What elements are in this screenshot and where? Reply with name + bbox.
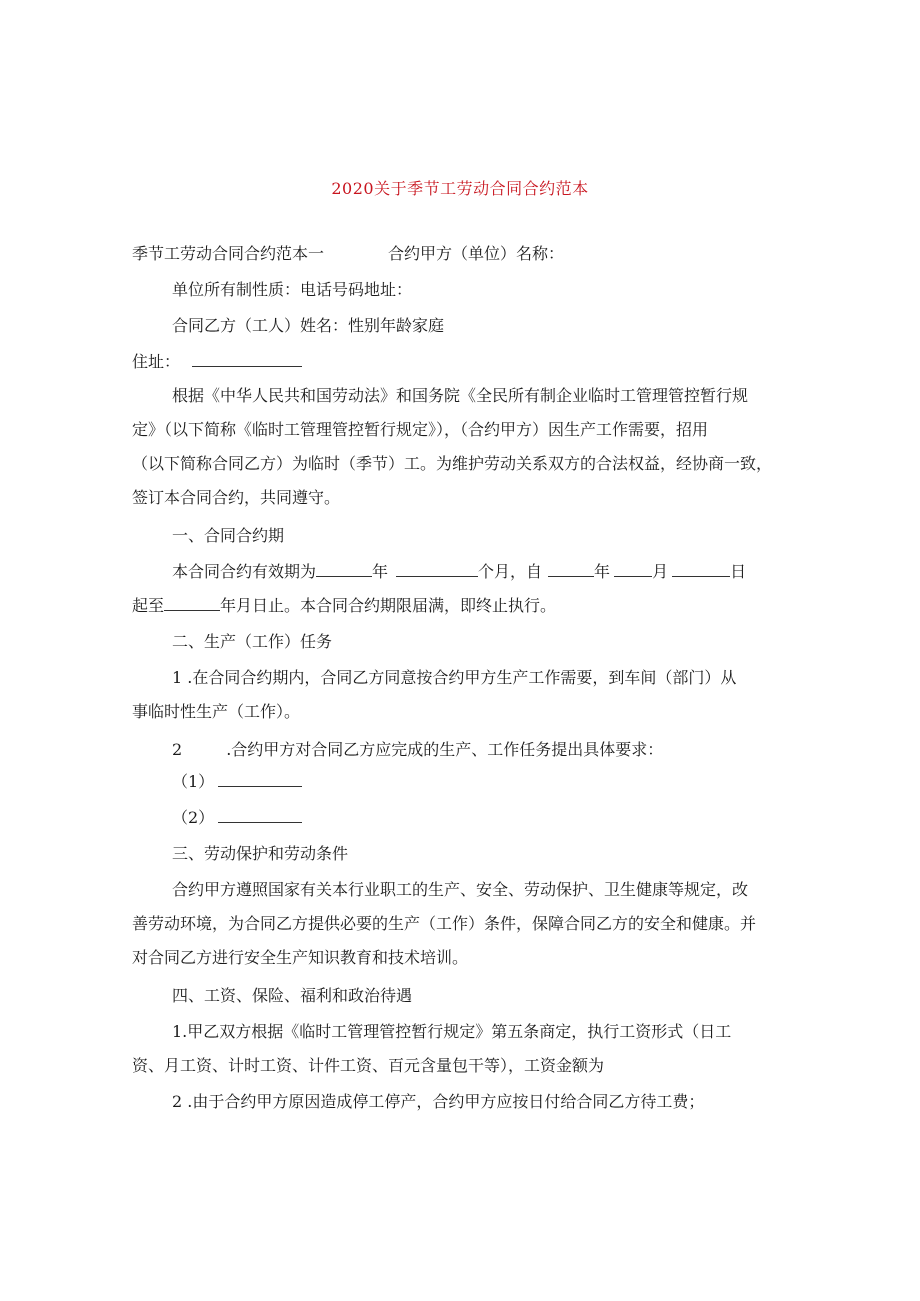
section3-heading: 三、劳动保护和劳动条件 [172, 844, 349, 863]
document-title: 2020关于季节工劳动合同合约范本 [331, 179, 589, 198]
start-year-blank [548, 562, 594, 577]
section2-heading: 二、生产（工作）任务 [172, 632, 333, 651]
preamble-line-3: （以下简称合同乙方）为临时（季节）工。为维护劳动关系双方的合法权益，经协商一致， [132, 454, 773, 473]
start-year-word: 年 [594, 562, 611, 581]
sub2-blank [218, 808, 302, 823]
section4-item2: 2 .由于合约甲方原因造成停工停产，合约甲方应按日付给合同乙方待工费； [172, 1092, 705, 1111]
section3-line-3: 对合同乙方进行安全生产知识教育和技术培训。 [132, 948, 469, 967]
term-months-from: 个月，自 [478, 562, 543, 581]
header-right: 合约甲方（单位）名称： [388, 244, 565, 263]
term-year-word: 年 [372, 562, 389, 581]
section4-item1-line2: 资、月工资、计时工资、计件工资、百元含量包干等），工资金额为 [132, 1056, 605, 1075]
section2-sub1 [172, 771, 302, 793]
section4-heading: 四、工资、保险、福利和政治待遇 [172, 986, 413, 1005]
start-month-blank [614, 562, 652, 577]
section2-item1-line2: 事临时性生产（工作）。 [132, 702, 301, 721]
section1-end-line [132, 595, 556, 617]
section3-line-1: 合约甲方遵照国家有关本行业职工的生产、安全、劳动保护、卫生健康等规定，改 [172, 880, 749, 899]
party-b-line: 合同乙方（工人）姓名：性别年龄家庭 [172, 316, 445, 335]
term-end-start: 起至 [132, 596, 165, 615]
sub2-label: （2） [172, 808, 215, 827]
sub1-blank [218, 772, 302, 787]
section4-item1-line1: 1.甲乙双方根据《临时工管理管控暂行规定》第五条商定，执行工资形式（日工 [172, 1022, 732, 1041]
section1-heading: 一、合同合约期 [172, 526, 285, 545]
preamble-line-4: 签订本合同合约，共同遵守。 [132, 488, 341, 507]
preamble-line-2: 定》（以下简称《临时工管理管控暂行规定》），（合约甲方）因生产工作需要，招用 [132, 420, 709, 439]
start-day-word: 日 [730, 562, 747, 581]
end-year-blank [164, 596, 220, 611]
section3-line-2: 善劳动环境，为合同乙方提供必要的生产（工作）条件，保障合同乙方的安全和健康。并 [132, 914, 757, 933]
term-years-blank [316, 562, 372, 577]
address-label: 住址： [132, 352, 181, 371]
header-left: 季节工劳动合同合约范本一 [132, 244, 325, 263]
term-end-text: 年月日止。本合同合约期限届满，即终止执行。 [220, 596, 557, 615]
start-month-word: 月 [652, 562, 669, 581]
section2-sub2 [172, 807, 302, 829]
start-day-blank [672, 562, 730, 577]
section1-term-line [172, 561, 746, 583]
section2-item1-line1: 1 .在合同合约期内，合同乙方同意按合约甲方生产工作需要，到车间（部门）从 [172, 668, 737, 687]
item2-text: .合约甲方对合同乙方应完成的生产、工作任务提出具体要求： [226, 740, 664, 759]
section2-item2 [172, 739, 663, 761]
term-text-start: 本合同合约有效期为 [172, 562, 317, 581]
unit-nature-line: 单位所有制性质：电话号码地址： [172, 280, 413, 299]
preamble-line-1: 根据《中华人民共和国劳动法》和国务院《全民所有制企业临时工管理管控暂行规 [172, 386, 749, 405]
item2-number: 2 [172, 740, 183, 759]
address-blank [192, 352, 302, 367]
term-months-blank [396, 562, 478, 577]
sub1-label: （1） [172, 772, 215, 791]
address-line [132, 351, 302, 373]
